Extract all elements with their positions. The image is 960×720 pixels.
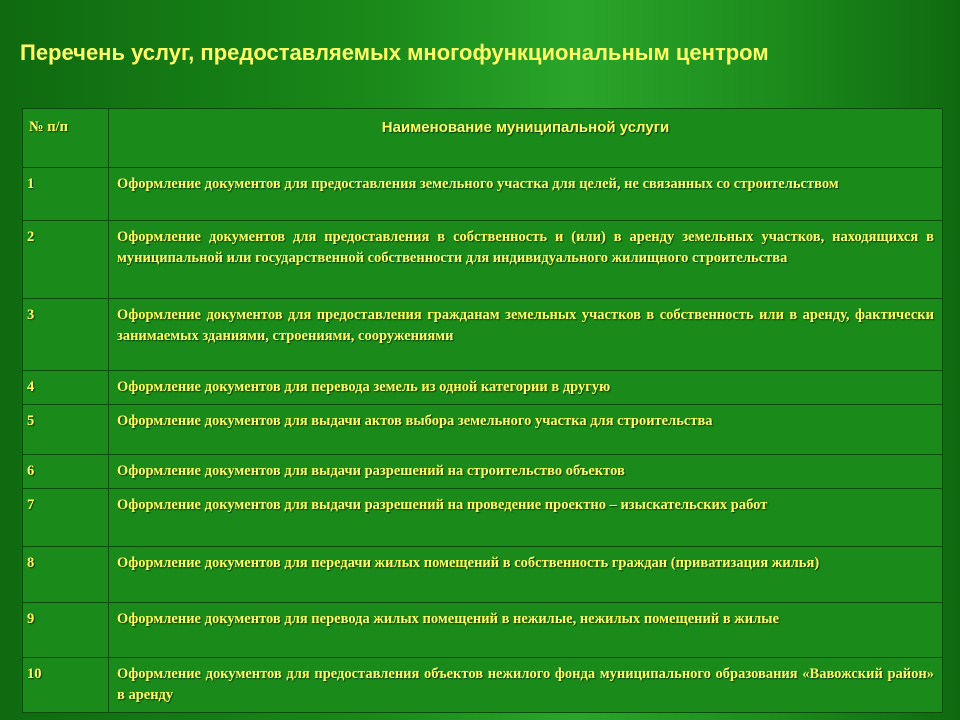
table-row	[23, 489, 943, 547]
row-number: 5	[23, 405, 109, 455]
row-service-name: Оформление документов для перевода жилых помещений в нежилые, нежилых помещений в жилые	[109, 603, 943, 658]
row-number: 9	[23, 603, 109, 658]
row-service-name: Оформление документов для выдачи актов выбора земельного участка для строительства	[109, 405, 943, 455]
row-service-name: Оформление документов для выдачи разрешений на строительство объектов	[109, 455, 943, 489]
row-service-name: Оформление документов для предоставления в собственность и (или) в аренду земельных участков, находящихся в муниципальной или государственной собственности для индивидуального жилищного строительства	[109, 221, 943, 299]
row-number: 10	[23, 658, 109, 713]
table-row	[23, 658, 943, 713]
row-service-name: Оформление документов для выдачи разрешений на проведение проектно – изыскательских работ	[109, 489, 943, 547]
row-number: 3	[23, 299, 109, 371]
header-service-name: Наименование муниципальной услуги	[109, 109, 943, 168]
row-service-name: Оформление документов для предоставления объектов нежилого фонда муниципального образования «Вавожский район» в аренду	[109, 658, 943, 713]
table-row	[23, 299, 943, 371]
row-service-name: Оформление документов для передачи жилых помещений в собственность граждан (приватизация жилья)	[109, 547, 943, 603]
table-row	[23, 371, 943, 405]
row-number: 2	[23, 221, 109, 299]
table-row	[23, 547, 943, 603]
row-number: 7	[23, 489, 109, 547]
table-row	[23, 405, 943, 455]
table-row	[23, 221, 943, 299]
row-number: 4	[23, 371, 109, 405]
row-number: 8	[23, 547, 109, 603]
services-table	[22, 108, 943, 713]
table-row	[23, 168, 943, 221]
table-row	[23, 603, 943, 658]
row-service-name: Оформление документов для перевода земель из одной категории в другую	[109, 371, 943, 405]
header-number: № п/п	[23, 109, 109, 168]
table-header-row	[23, 109, 943, 168]
row-number: 6	[23, 455, 109, 489]
row-service-name: Оформление документов для предоставления земельного участка для целей, не связанных со строительством	[109, 168, 943, 221]
row-service-name: Оформление документов для предоставления гражданам земельных участков в собственность или в аренду, фактически занимаемых зданиями, строениями, сооружениями	[109, 299, 943, 371]
row-number: 1	[23, 168, 109, 221]
page-title: Перечень услуг, предоставляемых многофункциональным центром	[20, 40, 769, 65]
table-row	[23, 455, 943, 489]
services-table-wrapper	[22, 108, 942, 713]
